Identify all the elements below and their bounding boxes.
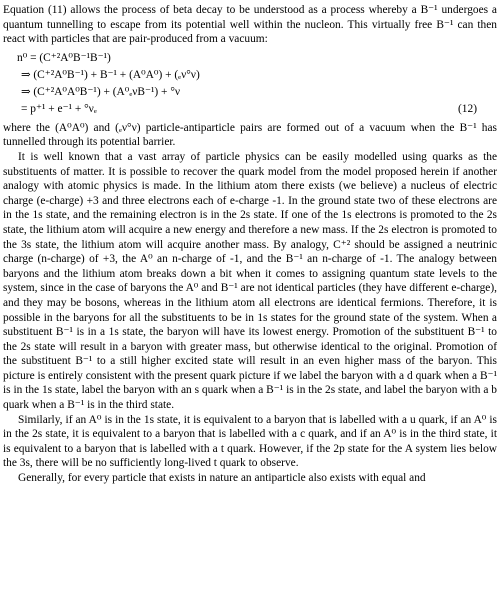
paragraph-pair-production: where the (A⁰A⁰) and (ₑν°ν) particle-antiparticle pairs are formed out of a vacuum when the B⁻¹ has tunnelled through its potential barrier. xyxy=(3,121,497,149)
equation-line-4 xyxy=(3,102,497,119)
paragraph-a-states: Similarly, if an A⁰ is in the 1s state, it is equivalent to a baryon that is labelled with a u quark, if an A⁰ is in the 2s state, it is equivalent to a baryon that is labelled with a c quark, and if an A⁰ is in the third state, it is equivalent to a baryon that is labelled with a t quark. However, if the 2p state for the A system lies below the 3s, there will be no sufficiently long-lived t quark to observe. xyxy=(3,413,497,470)
equation-line-1 xyxy=(3,51,497,68)
equation-line-2-text: ⇒ (C⁺²A⁰B⁻¹) + B⁻¹ + (A⁰A⁰) + (ₑν°ν) xyxy=(21,68,200,81)
equation-line-2 xyxy=(3,68,497,85)
equation-line-3 xyxy=(3,85,497,102)
equation-12 xyxy=(3,51,497,119)
paragraph-beta-decay-intro: Equation (11) allows the process of beta decay to be understood as a process whereby a B⁻¹ undergoes a quantum tunnelling to escape from its potential well within the nucleon. This virtually free B⁻¹ can then react with particles that are pair-produced from a vacuum: xyxy=(3,4,497,46)
paragraph-antiparticles: Generally, for every particle that exists in nature an antiparticle also exists with equal and xyxy=(18,472,426,485)
equation-line-3-text: ⇒ (C⁺²A⁰A⁰B⁻¹) + (A⁰ₑνB⁻¹) + °ν xyxy=(21,85,181,98)
equation-line-4-text: = p⁺¹ + e⁻¹ + °νₑ xyxy=(21,102,97,115)
equation-number: (12) xyxy=(458,102,477,115)
equation-line-1-text: n⁰ = (C⁺²A⁰B⁻¹B⁻¹) xyxy=(17,51,111,64)
paragraph-quark-model: It is well known that a vast array of particle physics can be easily modelled using quarks as the substituents of matter. It is possible to recover the quark model from the model proposed herein if another analogy with atomic physics is made. In the lithium atom there exists (we believe) a nucleus of electric charge (e-charge) +3 and three electrons each of e-charge -1. In the ground state two of these electrons are in the 1s state, and the remaining electron is in the 2s state. If one of the 1s electrons is promoted to the 2s state, the lithium atom will acquire a new energy and therefore a new mass. If the 2s electron is promoted to the 3s state, the lithium atom will acquire another mass. By analogy, C⁺² should be assigned a neutrinic charge (n-charge) of +3, the A⁰ an n-charge of -1, and the B⁻¹ an n-charge of -1. The analogy between baryons and the lithium atom breaks down a bit when it comes to assigning quantum state levels to the system, since in the case of baryons the A⁰ and B⁻¹ are not identical particles (they have different e-charge), and they may be bosons, whereas in the lithium atom all electrons are identical fermions. Therefore, it is possible in the baryons for all the substituents to be in 1s states for the ground state of the system. When a substituent B⁻¹ is in a 1s state, the baryon will have its lowest energy. Promotion of the substituent B⁻¹ to the 2s state will result in a baryon with greater mass, but otherwise identical to the original. Promotion of the substituent B⁻¹ to a still higher excited state will result in an even higher mass of the baryon. This picture is entirely consistent with the present quark picture if we label the baryon with a d quark when a B⁻¹ is in the 1s state, label the baryon with an s quark when a B⁻¹ is in the 2s state, and label the baryon with a b quark when a B⁻¹ is in the third state. xyxy=(3,150,497,412)
